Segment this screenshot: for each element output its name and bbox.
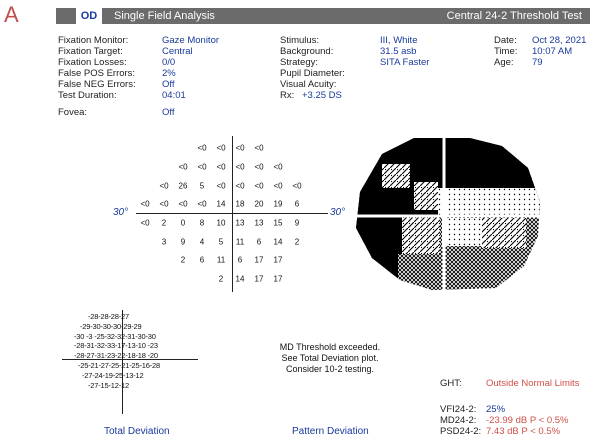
threshold-vertical-axis — [232, 136, 233, 292]
threshold-value: <0 — [197, 162, 207, 172]
vfi-row: VFI24-2: 25% — [440, 404, 506, 415]
threshold-value: 9 — [180, 237, 186, 247]
deviation-row: -27-15-12-12 — [88, 380, 129, 390]
threshold-value: 17 — [273, 274, 283, 284]
threshold-value: 6 — [237, 255, 243, 265]
info-row: Pupil Diameter: — [280, 68, 345, 79]
info-row: Rx: +3.25 DS — [280, 90, 342, 101]
ght-row: GHT: Outside Normal Limits — [440, 378, 580, 389]
threshold-value: 17 — [273, 255, 283, 265]
threshold-value: <0 — [235, 143, 245, 153]
threshold-value: <0 — [254, 162, 264, 172]
threshold-value: <0 — [140, 218, 150, 228]
deviation-row: -29-30-30-30-29-29 — [80, 321, 142, 331]
threshold-value: <0 — [273, 181, 283, 191]
threshold-value: 18 — [235, 199, 245, 209]
threshold-value: <0 — [216, 162, 226, 172]
threshold-value: 11 — [216, 255, 226, 265]
info-row: Fixation Monitor: Gaze Monitor — [58, 35, 220, 46]
right-axis-label: 30° — [330, 207, 346, 218]
threshold-value: <0 — [254, 181, 264, 191]
global-indices — [440, 404, 568, 437]
threshold-value: 6 — [294, 199, 300, 209]
report-title: Single Field Analysis — [114, 10, 215, 22]
threshold-value: <0 — [159, 181, 169, 191]
threshold-value: 9 — [294, 218, 300, 228]
total-deviation-label: Total Deviation — [104, 426, 170, 437]
fovea-row: Fovea: Off — [58, 107, 175, 118]
info-row: Background: 31.5 asb — [280, 46, 417, 57]
threshold-value: 0 — [180, 218, 186, 228]
info-row: False POS Errors: 2% — [58, 68, 176, 79]
threshold-value: 2 — [180, 255, 186, 265]
analysis-message: MD Threshold exceeded. See Total Deviation plot. Consider 10-2 testing. — [279, 342, 381, 374]
threshold-value: 6 — [256, 237, 262, 247]
info-row: Age: 79 — [494, 57, 543, 68]
grayscale-plot — [342, 132, 552, 294]
threshold-value: 6 — [199, 255, 205, 265]
deviation-row: -30 -3 -25-32-32-31-30-30 — [74, 331, 156, 341]
grayscale-field — [342, 132, 552, 294]
threshold-value: 15 — [273, 218, 283, 228]
total-deviation-values — [74, 312, 160, 390]
threshold-value: <0 — [216, 143, 226, 153]
threshold-value: 19 — [273, 199, 283, 209]
deviation-row: -25-21-27-25-21-25-16-28 — [78, 360, 160, 370]
test-name: Central 24-2 Threshold Test — [446, 10, 582, 22]
threshold-value: 17 — [254, 255, 264, 265]
threshold-value: 5 — [218, 237, 224, 247]
psd-row: PSD24-2: 7.43 dB P < 0.5% — [440, 426, 561, 437]
eye-badge: OD — [76, 8, 102, 24]
md-row: MD24-2: -23.99 dB P < 0.5% — [440, 415, 569, 426]
total-deviation-plot — [62, 310, 202, 422]
threshold-value: <0 — [197, 199, 207, 209]
threshold-value: 14 — [216, 199, 226, 209]
info-row: Fixation Target: Central — [58, 46, 193, 57]
deviation-row: -28-31-32-33-17-13-10 -23 — [74, 341, 158, 351]
threshold-value: 13 — [235, 218, 245, 228]
threshold-value: <0 — [292, 181, 302, 191]
info-row: Test Duration: 04:01 — [58, 90, 186, 101]
info-row: False NEG Errors: Off — [58, 79, 175, 90]
threshold-value: 2 — [161, 218, 167, 228]
threshold-value: 14 — [273, 237, 283, 247]
threshold-value: 8 — [199, 218, 205, 228]
threshold-value: 2 — [294, 237, 300, 247]
panel-letter: A — [4, 2, 19, 27]
info-row: Fixation Losses: 0/0 — [58, 57, 176, 68]
threshold-value: <0 — [254, 143, 264, 153]
threshold-value: 2 — [218, 274, 224, 284]
threshold-value: 14 — [235, 274, 245, 284]
deviation-row: -28-28-28-27 — [88, 312, 129, 321]
threshold-value: <0 — [178, 162, 188, 172]
threshold-value: 20 — [254, 199, 264, 209]
threshold-value: 11 — [235, 237, 245, 247]
pattern-deviation-label: Pattern Deviation — [292, 426, 369, 437]
threshold-value: 13 — [254, 218, 264, 228]
threshold-value: 5 — [199, 181, 205, 191]
threshold-value: <0 — [235, 162, 245, 172]
threshold-value: 10 — [216, 218, 226, 228]
threshold-value: <0 — [159, 199, 169, 209]
threshold-value: <0 — [197, 143, 207, 153]
info-row: Time: 10:07 AM — [494, 46, 573, 57]
threshold-value: 26 — [178, 181, 188, 191]
threshold-value: <0 — [140, 199, 150, 209]
threshold-value: <0 — [273, 162, 283, 172]
deviation-row: -28-27-31-23-22-18-18 -20 — [74, 351, 158, 361]
threshold-value: 3 — [161, 237, 167, 247]
info-row: Date: Oct 28, 2021 — [494, 35, 587, 46]
threshold-value: <0 — [235, 181, 245, 191]
deviation-row: -27-24-19-25-13-12 — [82, 370, 144, 380]
left-axis-label: 30° — [113, 207, 129, 218]
threshold-value: <0 — [178, 199, 188, 209]
threshold-value: <0 — [216, 181, 226, 191]
info-row: Stimulus: III, White — [280, 35, 418, 46]
threshold-horizontal-axis — [136, 213, 328, 214]
threshold-value: 4 — [199, 237, 205, 247]
info-row: Visual Acuity: — [280, 79, 337, 90]
threshold-value: 17 — [254, 274, 264, 284]
info-row: Strategy: SITA Faster — [280, 57, 430, 68]
